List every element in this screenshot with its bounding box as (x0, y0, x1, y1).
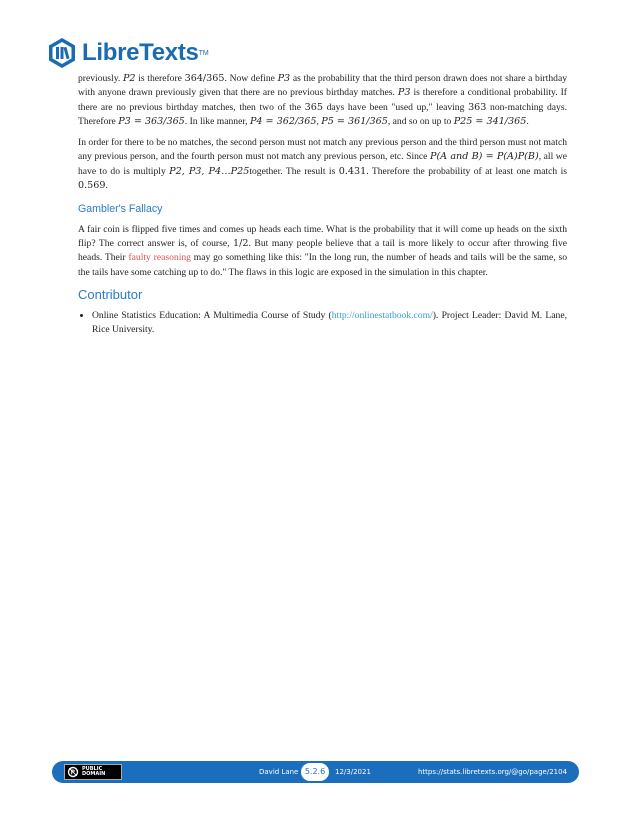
footer-date: 12/3/2021 (335, 768, 371, 776)
page-content (78, 72, 567, 338)
libretexts-logo-icon (46, 37, 78, 69)
contributor-list (78, 309, 567, 338)
page-footer (52, 761, 579, 783)
paragraph-gamblers-fallacy: A fair coin is flipped five times and comes up heads each time. What is the probability that it will come up heads on the sixth flip? The correct answer is, of course, 1/2. But many people believe that a tail is more likely to occur after throwing five heads. Their faulty reasoning may go something like this: "In the long run, the number of heads and tails will be the same, so the tails have some catching up to do." The flaws in this logic are exposed in the simulation in this chapter. (78, 223, 568, 278)
paragraph-birthday-conditional: previously. P2 is therefore 364/365. Now define P3 as the probability that the third person drawn does not share a birthday with anyone drawn previously given that there are no previous birthday matches. P3 is therefore a conditional probability. If there are no previous birthday matches, then two of the 365 days have been "used up," leaving 363 non-matching days. Therefore P3 = 363/365. In like manner, P4 = 362/365, P5 = 361/365, and so on up to P25 = 341/365. (78, 73, 567, 127)
libretexts-logo[interactable] (46, 36, 209, 70)
logo-trademark: TM (198, 49, 209, 57)
gamblers-fallacy-heading: Gambler's Fallacy (78, 203, 163, 216)
footer-author: David Lane (259, 768, 299, 776)
faulty-reasoning-link[interactable]: faulty reasoning (128, 252, 191, 264)
public-domain-badge[interactable] (64, 764, 122, 780)
onlinestatbook-link[interactable]: http://onlinestatbook.com/ (331, 310, 433, 322)
paragraph-no-matches: In order for there to be no matches, the second person must not match any previous person and the third person must not match any previous person, and the fourth person must not match any previous person, etc. Since P(A and B) = P(A)P(B), all we have to do is multiply P2, P3, P4…P25together. The result is 0.431. Therefore the probability of at least one match is 0.569. (78, 137, 567, 192)
public-domain-text: PUBLIC DOMAIN (82, 765, 106, 777)
logo-wordmark: LibreTexts (82, 39, 199, 66)
contributor-heading: Contributor (78, 286, 143, 302)
list-item: • Online Statistics Education: A Multimedia Course of Study (http://onlinestatbook.com/). Project Leader: David M. Lane, Rice University. (92, 309, 567, 338)
page-number: 5.2.6 (301, 763, 329, 781)
public-domain-icon (67, 766, 79, 778)
footer-url-link[interactable]: https://stats.libretexts.org/@go/page/2104 (418, 768, 568, 776)
